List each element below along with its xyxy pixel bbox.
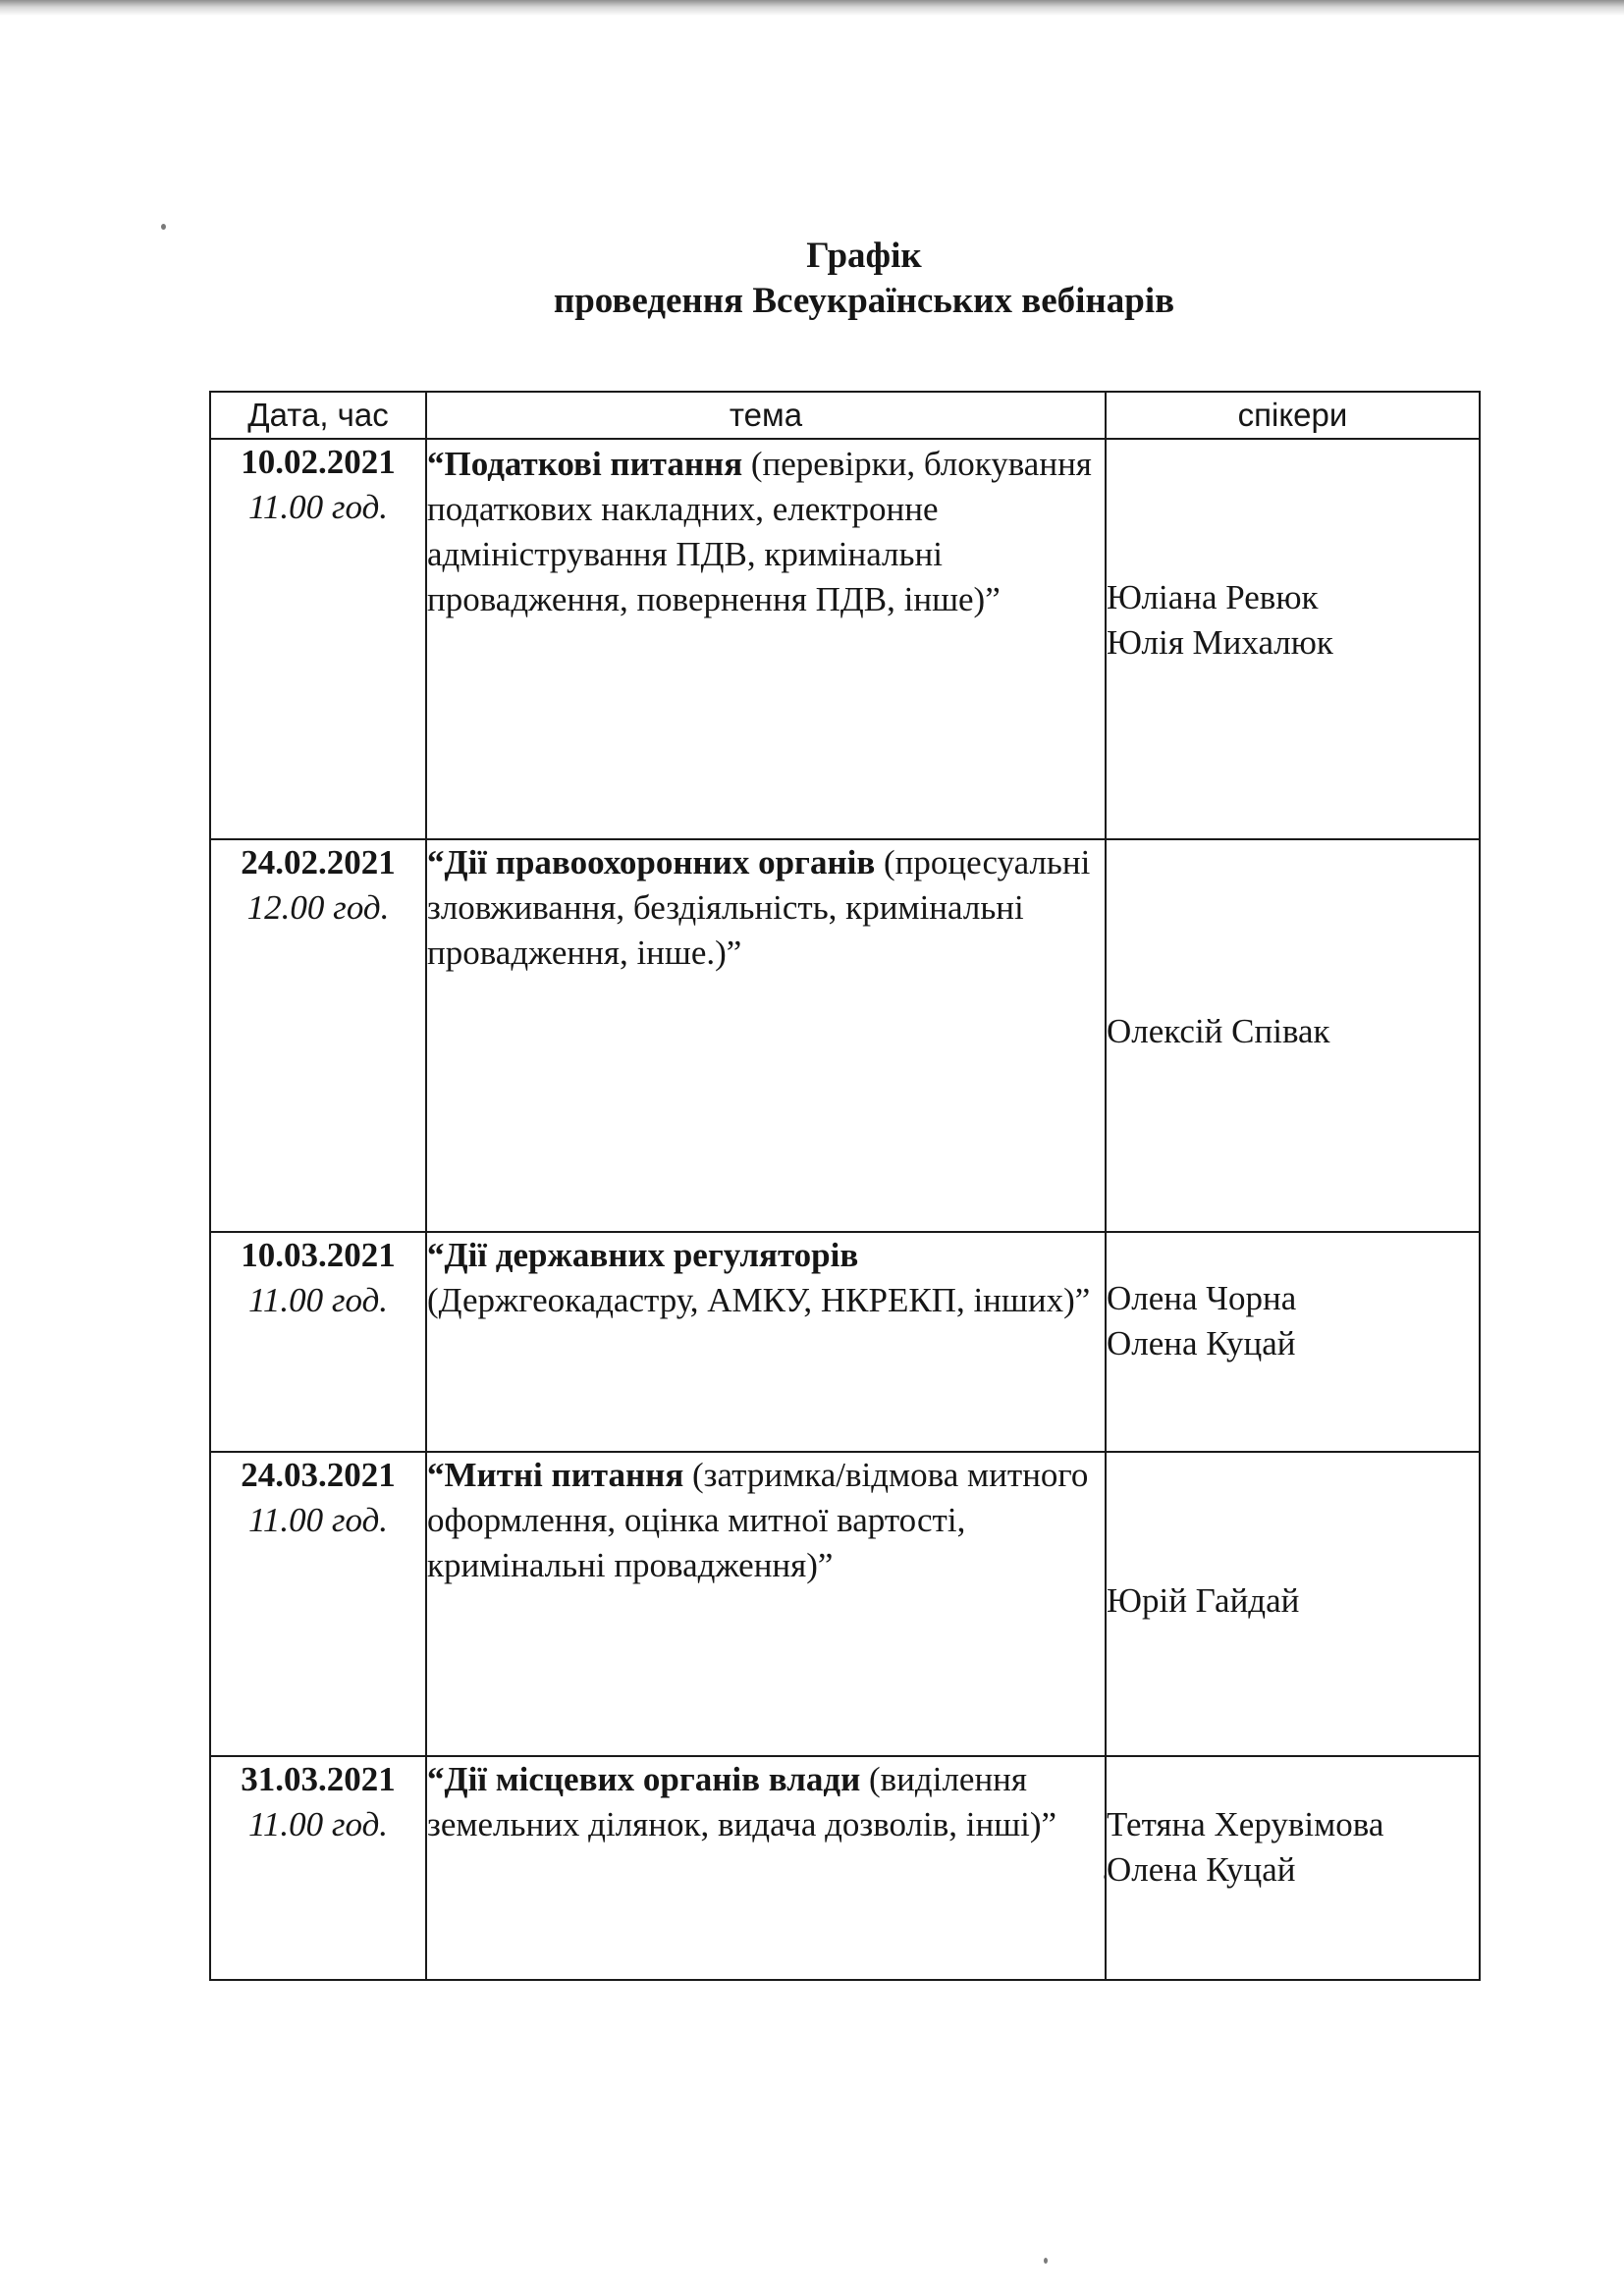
topic-details: (виділення земельних ділянок, видача дозволів, інші)”	[427, 1760, 1057, 1843]
speakers-cell	[1106, 1452, 1480, 1756]
topic-title: “Податкові питання	[427, 445, 743, 483]
date-cell	[210, 1232, 426, 1452]
date-cell	[210, 839, 426, 1232]
speaker-name: Юрій Гайдай	[1107, 1581, 1300, 1620]
table-row	[210, 1452, 1480, 1756]
date-cell	[210, 1756, 426, 1980]
topic-details: (Держгеокадастру, АМКУ, НКРЕКП, інших)”	[427, 1281, 1091, 1319]
topic-cell	[426, 839, 1106, 1232]
topic-cell	[426, 1232, 1106, 1452]
table-row	[210, 439, 1480, 839]
table-header-row	[210, 392, 1480, 439]
speaker-name: Тетяна Херувімова	[1107, 1805, 1384, 1843]
document-subtitle: проведення Всеукраїнських вебінарів	[553, 281, 1175, 321]
topic-title: “Дії правоохоронних органів	[427, 843, 876, 881]
date-cell	[210, 1452, 426, 1756]
table-row	[210, 1756, 1480, 1980]
speaker-name: Олена Куцай	[1107, 1324, 1296, 1362]
webinar-date: 24.03.2021	[241, 1456, 396, 1494]
speaker-name: Олена Чорна	[1107, 1279, 1297, 1317]
date-cell	[210, 439, 426, 839]
table-row	[210, 839, 1480, 1232]
webinar-time: 11.00 год.	[247, 1805, 389, 1843]
speakers-cell	[1106, 439, 1480, 839]
scan-edge-shadow	[0, 0, 1624, 16]
webinar-date: 31.03.2021	[241, 1760, 396, 1798]
webinar-time: 11.00 год.	[247, 1281, 389, 1319]
table-row	[210, 1232, 1480, 1452]
webinar-schedule-table	[209, 391, 1481, 1981]
topic-title: “Дії державних регуляторів	[427, 1236, 859, 1274]
column-header-topic: тема	[426, 392, 1106, 439]
topic-cell	[426, 1756, 1106, 1980]
webinar-date: 10.03.2021	[241, 1236, 396, 1274]
webinar-date: 24.02.2021	[241, 843, 396, 881]
webinar-time: 12.00 год.	[246, 888, 390, 927]
column-header-speakers: спікери	[1106, 392, 1480, 439]
speaker-name: Олексій Співак	[1107, 1012, 1330, 1050]
topic-cell	[426, 1452, 1106, 1756]
speaker-name: Юліана Ревюк	[1107, 578, 1319, 616]
document-heading	[0, 234, 1624, 324]
scan-speck	[1044, 2258, 1048, 2264]
topic-details: (затримка/відмова митного оформлення, оцінка митної вартості, кримінальні провадження)”	[427, 1456, 1089, 1584]
topic-title: “Дії місцевих органів влади	[427, 1760, 861, 1798]
topic-details: (перевірки, блокування податкових накладних, електронне адміністрування ПДВ, кримінальні провадження, повернення ПДВ, інше)”	[427, 445, 1092, 618]
speakers-cell	[1106, 1232, 1480, 1452]
topic-cell	[426, 439, 1106, 839]
document-title: Графік	[806, 236, 922, 276]
scan-speck	[161, 224, 166, 230]
topic-title: “Митні питання	[427, 1456, 684, 1494]
column-header-date: Дата, час	[210, 392, 426, 439]
webinar-time: 11.00 год.	[247, 488, 389, 526]
webinar-date: 10.02.2021	[241, 443, 396, 481]
speakers-cell	[1106, 1756, 1480, 1980]
speaker-name: Юлія Михалюк	[1107, 623, 1333, 662]
speakers-cell	[1106, 839, 1480, 1232]
topic-details: (процесуальні зловживання, бездіяльність, кримінальні провадження, інше.)”	[427, 843, 1091, 972]
speaker-name: Олена Куцай	[1107, 1850, 1296, 1889]
webinar-time: 11.00 год.	[247, 1501, 389, 1539]
